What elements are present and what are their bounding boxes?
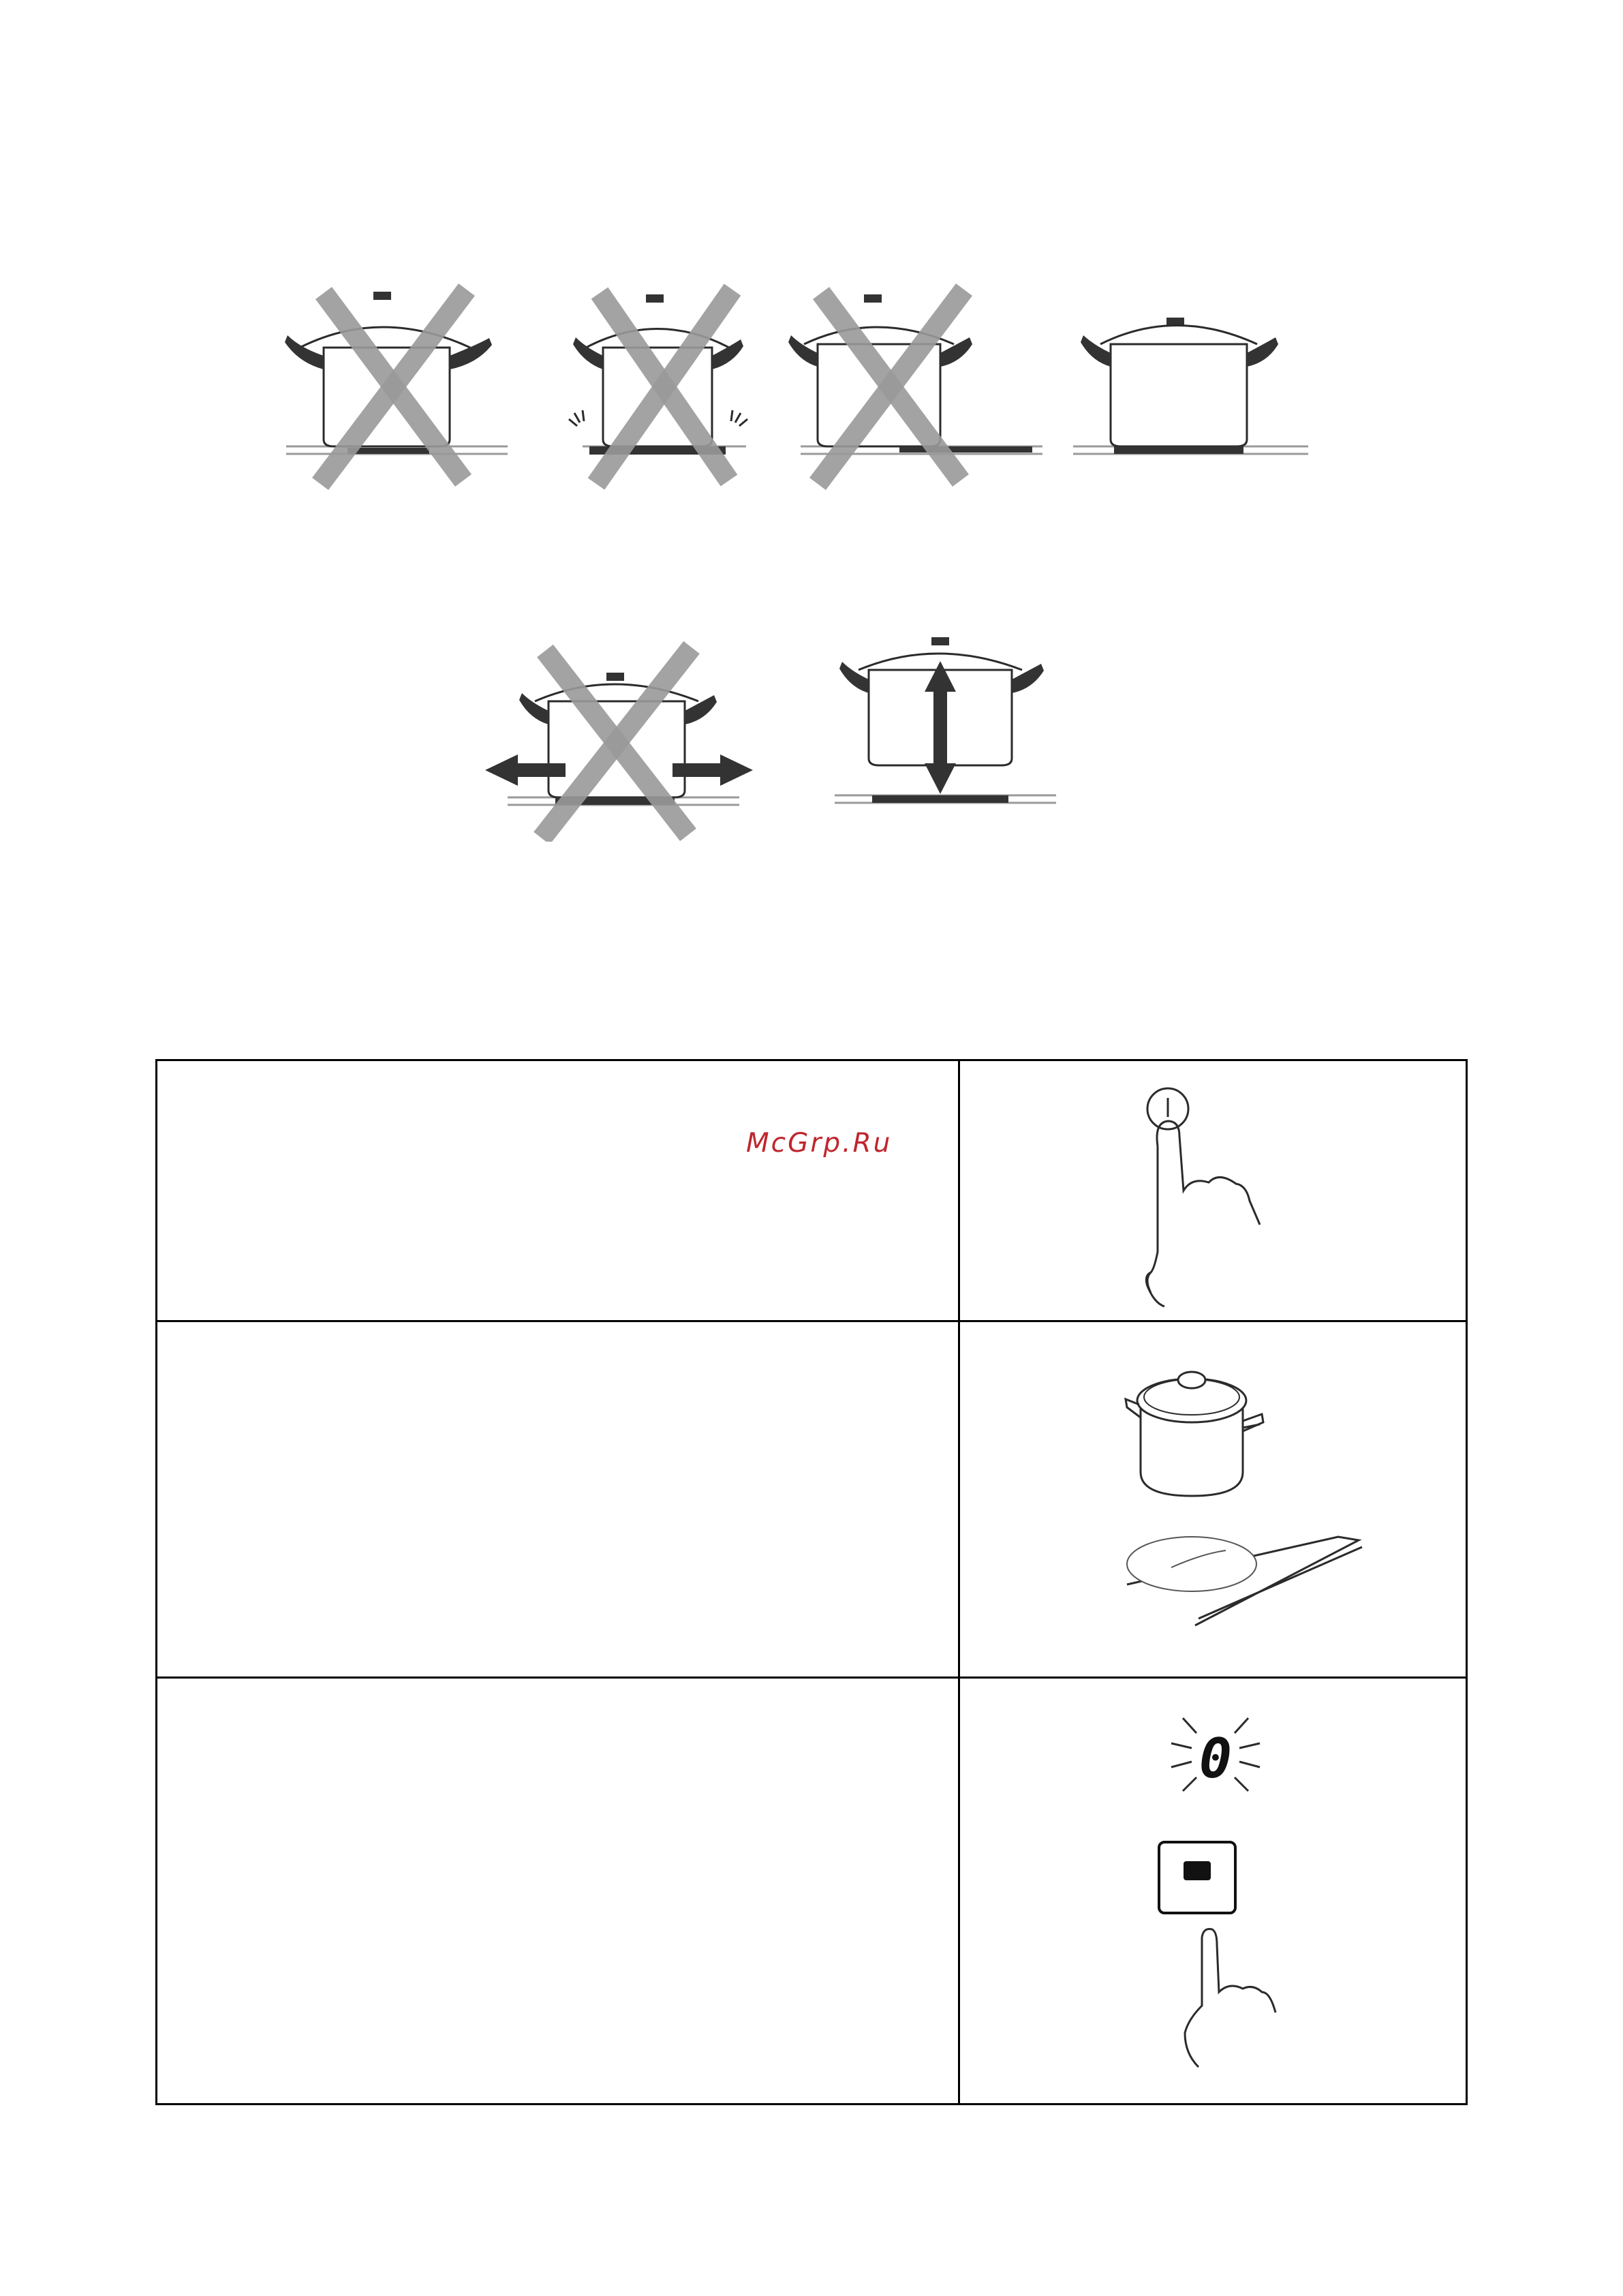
pot-correct-icon — [1070, 279, 1329, 498]
pot-figures-row-2 — [477, 637, 1077, 842]
table-row — [157, 1322, 1466, 1679]
step-illustration-cell — [960, 1679, 1466, 2103]
finger-press-icon — [1175, 1924, 1311, 2074]
pot-warped-base-icon — [273, 279, 518, 498]
pot-on-cooking-zone-icon — [1113, 1360, 1406, 1632]
steps-table — [155, 1059, 1468, 2105]
step-text-cell — [157, 1061, 960, 1320]
step-illustration-cell — [960, 1322, 1466, 1677]
touch-key[interactable] — [1158, 1841, 1237, 1914]
display-zero-icon — [1161, 1706, 1270, 1808]
display-digit: 0 — [1199, 1727, 1233, 1790]
pot-wobbling-icon — [562, 279, 767, 498]
step-text-cell — [157, 1322, 960, 1677]
key-indicator-icon — [1184, 1861, 1211, 1880]
pot-lift-icon — [831, 637, 1063, 842]
step-illustration-cell — [960, 1061, 1466, 1320]
pot-slide-icon — [477, 637, 763, 842]
watermark-text: McGrp.Ru — [746, 1128, 893, 1159]
step-text-cell — [157, 1679, 960, 2103]
table-row — [157, 1061, 1466, 1322]
pot-figures-row-1 — [273, 279, 1335, 504]
power-button-press-icon — [1124, 1082, 1314, 1313]
pot-offcenter-icon — [780, 279, 1053, 498]
table-row — [157, 1679, 1466, 2103]
